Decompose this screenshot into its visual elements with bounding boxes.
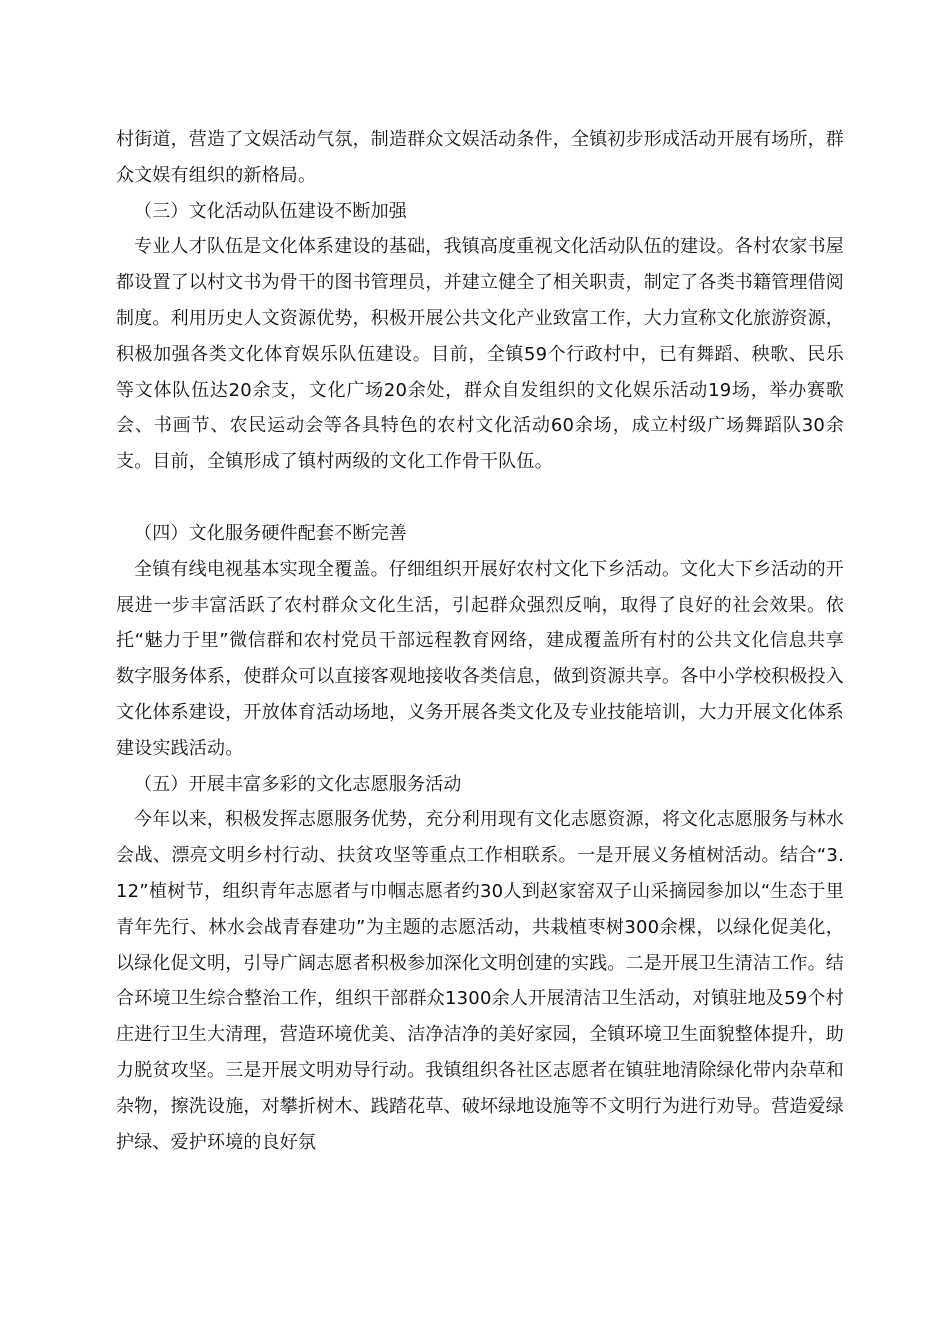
paragraph-spacer	[116, 480, 844, 516]
section-heading-3: （三）文化活动队伍建设不断加强	[134, 200, 407, 222]
section-heading-5: （五）开展丰富多彩的文化志愿服务活动	[134, 773, 462, 795]
paragraph-volunteer: 今年以来，积极发挥志愿服务优势，充分利用现有文化志愿资源，将文化志愿服务与林水会战、漂亮文明乡村行动、扶贫攻坚等重点工作相联系。一是开展义务植树活动。结合“3.12”植树节，组织青年志愿者与巾帼志愿者约30人到赵家窑双子山采摘园参加以“生态于里青年先行、林水会战青春建功”为主题的志愿活动，共栽植枣树300余棵，以绿化促美化，以绿化促文明，引导广阔志愿者积极参加深化文明创建的实践。二是开展卫生清洁工作。结合环境卫生综合整治工作，组织干部群众1300余人开展清洁卫生活动，对镇驻地及59个村庄进行卫生大清理，营造环境优美、洁净洁净的美好家园，全镇环境卫生面貌整体提升，助力脱贫攻坚。三是开展文明劝导行动。我镇组织各社区志愿者在镇驻地清除绿化带内杂草和杂物，擦洗设施，对攀折树木、践踏花草、破坏绿地设施等不文明行为进行劝导。营造爱绿护绿、爱护环境的良好氛	[116, 809, 844, 1153]
document-body	[116, 122, 844, 1160]
paragraph-team-building: 专业人才队伍是文化体系建设的基础，我镇高度重视文化活动队伍的建设。各村农家书屋都设置了以村文书为骨干的图书管理员，并建立健全了相关职责，制定了各类书籍管理借阅制度。利用历史人文资源优势，积极开展公共文化产业致富工作，大力宣称文化旅游资源，积极加强各类文化体育娱乐队伍建设。目前，全镇59个行政村中，已有舞蹈、秧歌、民乐等文体队伍达20余支，文化广场20余处，群众自发组织的文化娱乐活动19场，举办赛歌会、书画节、农民运动会等各具特色的农村文化活动60余场，成立村级广场舞蹈队30余支。目前，全镇形成了镇村两级的文化工作骨干队伍。	[116, 236, 844, 473]
paragraph-continuation: 村街道，营造了文娱活动气氛，制造群众文娱活动条件，全镇初步形成活动开展有场所，群众文娱有组织的新格局。	[116, 129, 844, 186]
section-heading-4: （四）文化服务硬件配套不断完善	[134, 522, 407, 544]
paragraph-hardware: 全镇有线电视基本实现全覆盖。仔细组织开展好农村文化下乡活动。文化大下乡活动的开展进一步丰富活跃了农村群众文化生活，引起群众强烈反响，取得了良好的社会效果。依托“魅力于里”微信群和农村党员干部远程教育网络，建成覆盖所有村的公共文化信息共享数字服务体系，使群众可以直接客观地接收各类信息，做到资源共享。各中小学校积极投入文化体系建设，开放体育活动场地，义务开展各类文化及专业技能培训，大力开展文化体系建设实践活动。	[116, 558, 844, 759]
